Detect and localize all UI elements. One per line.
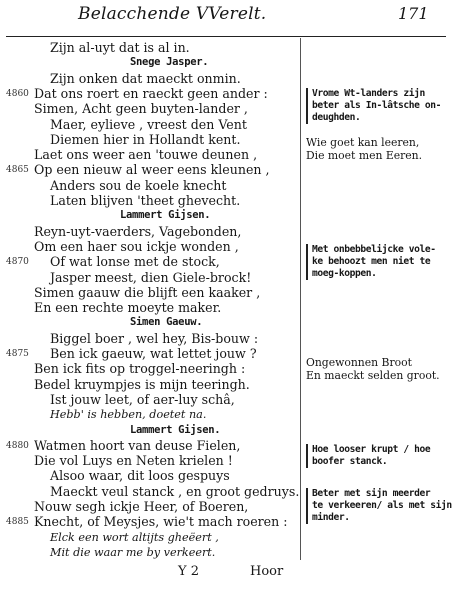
margin-note-line: Wie goet kan leeren, — [306, 136, 420, 149]
speaker-name: Simen Gaeuw. — [130, 316, 203, 329]
verse-line: Zijn onken dat maeckt onmin. — [50, 70, 241, 86]
catchword: Hoor — [250, 564, 284, 579]
page-number: 171 — [398, 4, 429, 23]
verse-line: Zijn al-uyt dat is al in. — [50, 40, 190, 55]
line-number: 4865 — [6, 165, 29, 176]
margin-note-line: Hoe looser krupt / hoe — [312, 444, 431, 455]
verse-line: Simen gaauw die blijft een kaaker , — [34, 284, 261, 300]
verse-line: Om een haer sou ickje wonden , — [34, 238, 239, 254]
verse-line: Diemen hier in Hollandt kent. — [50, 131, 241, 147]
verse-line: Mit die waar me by verkeert. — [50, 545, 216, 559]
verse-line: Bedel kruympjes is mijn teeringh. — [34, 376, 250, 392]
speaker-name: Lammert Gijsen. — [120, 209, 211, 222]
verse-line: Jasper meest, dien Giele-brock! — [50, 269, 252, 285]
margin-note — [312, 488, 452, 524]
margin-note-line: ke behoozt men niet te — [312, 256, 431, 267]
verse-line: Die vol Luys en Neten krielen ! — [34, 453, 233, 469]
verse-line: Maeckt veul stanck , en groot gedruys. — [50, 483, 300, 499]
note-bracket — [306, 488, 308, 524]
margin-note-line: Met onbebbelijcke vole- — [312, 244, 436, 255]
margin-note-line: Die moet men Eeren. — [306, 149, 423, 162]
verse-line: Biggel boer , wel hey, Bis-bouw : — [50, 330, 259, 346]
verse-line: Ben ick gaeuw, wat lettet jouw ? — [50, 346, 257, 361]
verse-line: Laet ons weer aen 'touwe deunen , — [34, 147, 258, 163]
line-number: 4860 — [6, 88, 29, 99]
margin-note — [306, 356, 448, 382]
verse-line: Knecht, of Meysjes, wie't mach roeren : — [34, 514, 288, 530]
note-bracket — [306, 88, 308, 124]
note-bracket — [306, 444, 308, 468]
margin-note — [312, 88, 452, 124]
verse-line: Laten blijven 'theet ghevecht. — [50, 193, 241, 208]
line-number: 4880 — [6, 440, 29, 451]
margin-divider — [300, 38, 301, 560]
signature-mark: Y 2 — [178, 564, 199, 579]
verse-line: Simen, Acht geen buyten-lander , — [34, 101, 248, 117]
verse-line: Watmen hoort van deuse Fielen, — [34, 437, 241, 453]
line-number: 4875 — [6, 349, 29, 359]
margin-note-line: En maeckt selden groot. — [306, 369, 440, 382]
margin-note-line: boofer stanck. — [312, 456, 388, 467]
note-bracket — [306, 244, 308, 280]
verse-line: Elck een wort altijts gheëert , — [50, 530, 219, 544]
verse-line: Dat ons roert en raeckt geen ander : — [34, 85, 268, 101]
margin-note-line: beter als In-lâtsche on- — [312, 100, 442, 111]
verse-line: Nouw segh ickje Heer, of Boeren, — [34, 499, 249, 514]
verse-line: Alsoo waar, dit loos gespuys — [50, 468, 230, 484]
margin-note — [306, 136, 448, 162]
margin-note-line: deughden. — [312, 112, 361, 123]
margin-note — [312, 244, 452, 280]
verse-line: Anders sou de koele knecht — [50, 177, 227, 193]
margin-note-line: minder. — [312, 512, 350, 523]
line-number: 4885 — [6, 517, 29, 528]
margin-note-line: te verkeeren/ als met sijn — [312, 500, 452, 511]
margin-note-line: Ongewonnen Broot — [306, 356, 412, 369]
margin-note-line: Beter met sijn meerder — [312, 488, 431, 499]
header-rule — [6, 36, 446, 37]
margin-note-line: Vrome Wt-landers zijn — [312, 88, 425, 99]
verse-line: En een rechte moeyte maker. — [34, 300, 222, 316]
margin-note — [312, 444, 452, 468]
line-number: 4870 — [6, 257, 29, 268]
speaker-name: Snege Jasper. — [130, 56, 209, 69]
verse-line: Maer, eylieve , vreest den Vent — [50, 116, 247, 132]
verse-line: Reyn-uyt-vaerders, Vagebonden, — [34, 223, 242, 239]
verse-line: Of wat lonse met de stock, — [50, 254, 220, 270]
running-title: Belacchende VVerelt. — [78, 4, 267, 24]
verse-line: Hebb' is hebben, doetet na. — [50, 408, 207, 422]
speaker-name: Lammert Gijsen. — [130, 423, 221, 436]
verse-line: Ben ick fits op troggel-neeringh : — [34, 361, 246, 377]
verse-line: Ist jouw leet, of aer-luy schâ, — [50, 391, 235, 407]
verse-line: Op een nieuw al weer eens kleunen , — [34, 162, 270, 178]
margin-note-line: moeg-koppen. — [312, 268, 377, 279]
